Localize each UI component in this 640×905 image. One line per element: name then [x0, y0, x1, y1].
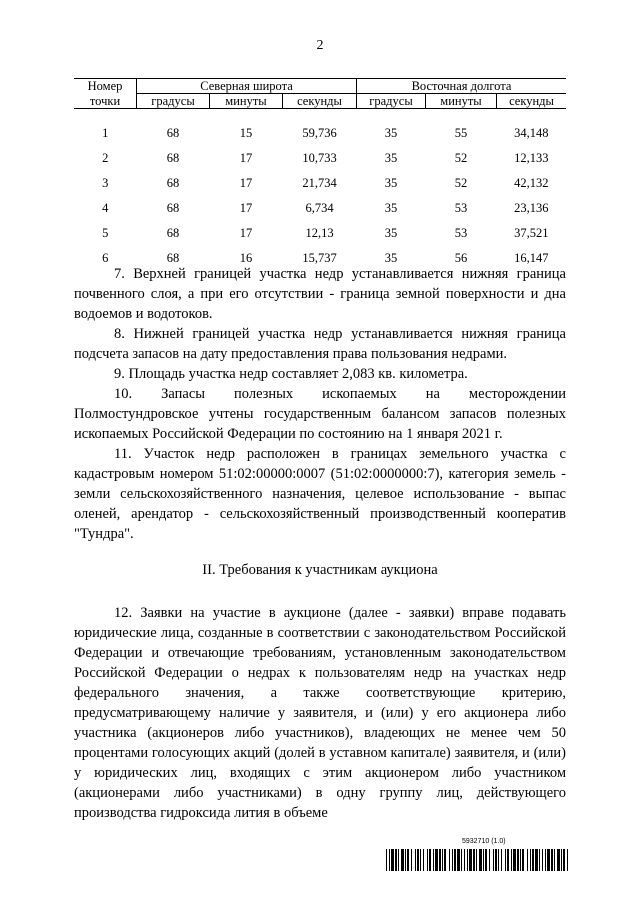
paragraph-12: 12. Заявки на участие в аукционе (далее - заявки) вправе подавать юридические лица, созданные в соответствии с законодательством Российской Федерации и отвечающие требованиям, установленным законодательством Российской Федерации о недрах к пользователям недр на участках недр федерального значения, а также соответствующие критерию, предусматривающему наличие у заявителя, и (или) у его акционера либо участника (акционеров либо участников), владеющих не менее чем 50 процентами голосующих акций (долей в уставном капитале) заявителя, и (или) у юридических лиц, входящих с этим акционером либо участником (акционерами либо участниками) в одну группу лиц, действующего производства гидроксида лития в объеме — [74, 605, 566, 821]
table-cell: 1 — [102, 126, 109, 140]
table-cell: 52 — [454, 151, 468, 165]
page-number: 2 — [316, 38, 324, 53]
table-cell: 17 — [239, 201, 253, 215]
table-cell: 68 — [166, 251, 180, 265]
table-cell: 59,736 — [302, 126, 337, 140]
paragraph-11: 11. Участок недр расположен в границах земельного участка с кадастровым номером 51:02:00000:0007 (51:02:0000000:7), категория земель - земли сельскохозяйственного назначения, целевое использование - выпас оленей, арендатор - сельскохозяйственный производственный кооператив "Тундра". — [74, 446, 566, 542]
table-cell: 35 — [384, 226, 398, 240]
paragraph-7: 7. Верхней границей участка недр устанавливается нижняя граница почвенного слоя, а при его отсутствии - граница земной поверхности и дна водоемов и водотоков. — [74, 266, 566, 322]
barcode — [386, 849, 570, 871]
table-cell: 56 — [454, 251, 468, 265]
table-cell: 10,733 — [302, 151, 337, 165]
table-cell: 55 — [454, 126, 468, 140]
table-cell: 35 — [384, 126, 398, 140]
table-cell: 15,737 — [302, 251, 337, 265]
table-header-longitude: Восточная долгота — [357, 79, 567, 94]
table-cell: 42,132 — [514, 176, 549, 190]
table-cell: 68 — [166, 201, 180, 215]
table-cell: 23,136 — [514, 201, 549, 215]
table-cell: 68 — [166, 126, 180, 140]
table-cell: 53 — [454, 226, 468, 240]
paragraph-8: 8. Нижней границей участка недр устанавливается нижняя граница подсчета запасов на дату предоставления права пользования недрами. — [74, 326, 566, 362]
paragraph-9: 9. Площадь участка недр составляет 2,083 кв. километра. — [114, 366, 468, 382]
table-subheader: минуты — [426, 94, 497, 109]
table-row — [74, 196, 566, 221]
table-cell: 35 — [384, 201, 398, 215]
table-cell: 17 — [239, 226, 253, 240]
table-cell: 17 — [239, 151, 253, 165]
table-cell: 68 — [166, 176, 180, 190]
table-row — [74, 171, 566, 196]
table-cell: 68 — [166, 151, 180, 165]
table-subheader: точки — [74, 94, 137, 109]
barcode-code: 5932710 (1.0) — [462, 838, 506, 845]
table-row — [74, 121, 566, 146]
table-subheader: градусы — [137, 94, 210, 109]
table-subheader: минуты — [210, 94, 283, 109]
table-row — [74, 146, 566, 171]
table-cell: 68 — [166, 226, 180, 240]
table-cell: 16 — [239, 251, 253, 265]
table-cell: 12,133 — [514, 151, 549, 165]
table-subheader: секунды — [283, 94, 357, 109]
table-cell: 35 — [384, 176, 398, 190]
table-cell: 5 — [102, 226, 109, 240]
section-heading: II. Требования к участникам аукциона — [202, 562, 438, 578]
table-cell: 6 — [102, 251, 109, 265]
table-cell: 53 — [454, 201, 468, 215]
table-cell: 17 — [239, 176, 253, 190]
table-cell: 6,734 — [305, 201, 334, 215]
table-header-number: Номер — [74, 79, 137, 94]
table-cell: 34,148 — [514, 126, 549, 140]
coordinates-table — [74, 78, 566, 271]
table-cell: 15 — [239, 126, 253, 140]
table-cell: 52 — [454, 176, 468, 190]
table-cell: 16,147 — [514, 251, 549, 265]
table-cell: 35 — [384, 151, 398, 165]
table-subheader: градусы — [357, 94, 426, 109]
table-cell: 12,13 — [305, 226, 334, 240]
table-row — [74, 221, 566, 246]
table-cell: 35 — [384, 251, 398, 265]
table-cell: 21,734 — [302, 176, 337, 190]
table-cell: 4 — [102, 201, 109, 215]
paragraph-10: 10. Запасы полезных ископаемых на месторождении Полмостундровское учтены государственным балансом запасов полезных ископаемых Российской Федерации по состоянию на 1 января 2021 г. — [74, 386, 566, 442]
table-cell: 2 — [102, 151, 109, 165]
table-header-latitude: Северная широта — [137, 79, 357, 94]
table-subheader: секунды — [497, 94, 567, 109]
table-cell: 3 — [102, 176, 109, 190]
table-cell: 37,521 — [514, 226, 549, 240]
